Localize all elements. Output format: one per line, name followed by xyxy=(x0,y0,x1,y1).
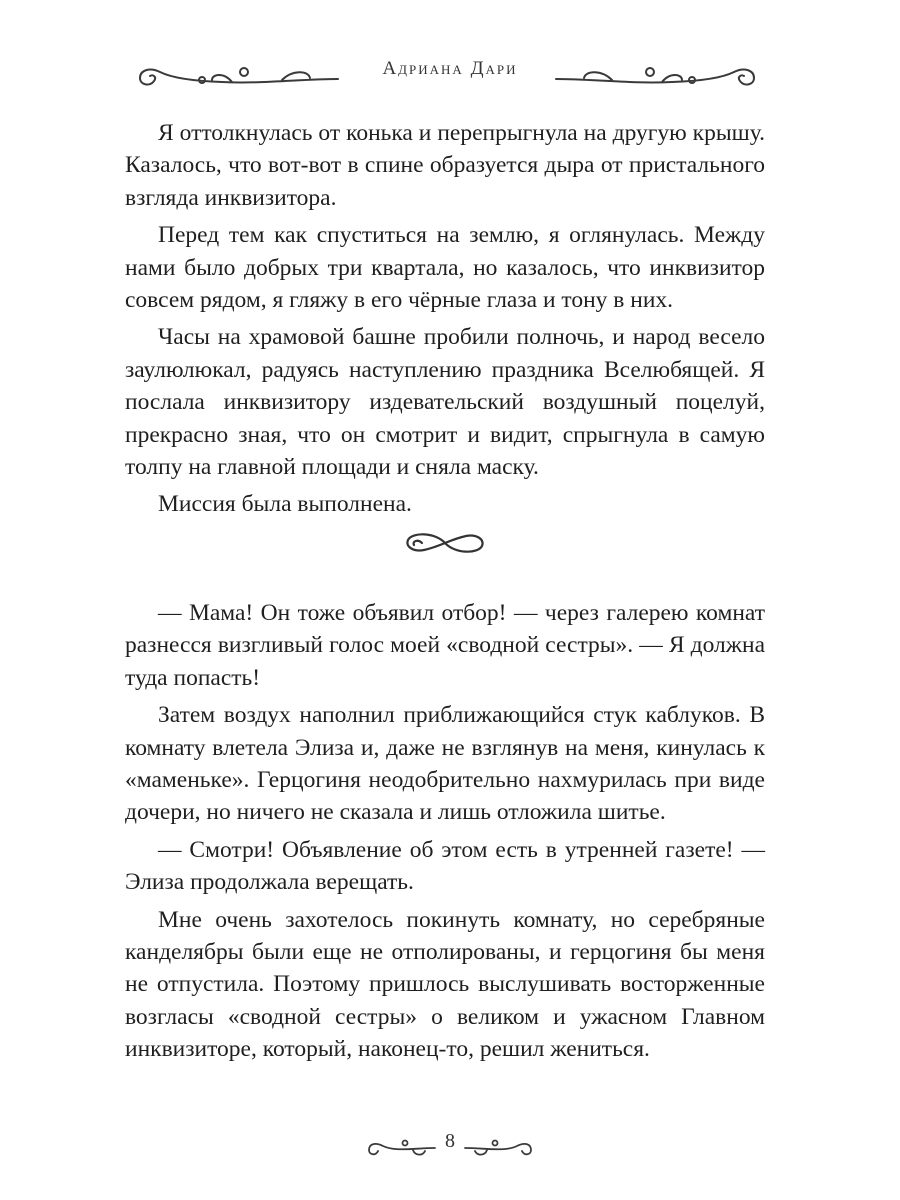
author-name: Адриана Дари xyxy=(382,58,518,79)
paragraph: Миссия была выполнена. xyxy=(158,491,412,518)
running-header xyxy=(0,48,900,108)
right-footer-swirl-icon xyxy=(463,1134,535,1162)
page-number: 8 xyxy=(445,1130,455,1152)
paragraph: Мне очень захотелось покинуть комнату, но серебряные канделябры были еще не отполированы, и герцогиня бы меня не отпустила. Поэтому пришлось выслушивать восторженные возгласы «сводной сестры» о великом и ужасном Главном инквизиторе, который, наконец-то, решил жениться. xyxy=(125,906,765,1063)
paragraph: Затем воздух наполнил приближающийся стук каблуков. В комнату влетела Элиза и, даже не взглянув на меня, кинулась к «маменьке». Герцогиня неодобрительно нахмурилась при виде дочери, но ничего не сказала и лишь отложила шитье. xyxy=(125,702,765,826)
paragraph: — Мама! Он тоже объявил отбор! — через галерею комнат разнесся визгливый голос моей «сводной сестры». — Я должна туда попасть! xyxy=(125,600,765,691)
section-divider-infinity-icon xyxy=(400,528,490,558)
section-one xyxy=(125,117,765,521)
paragraph: — Смотри! Объявление об этом есть в утренней газете! — Элиза продолжала верещать. xyxy=(125,836,765,896)
paragraph: Часы на храмовой башне пробили полночь, и народ весело заулюлюкал, радуясь наступлению праздника Вселюбящей. Я послала инквизитору издевательский воздушный поцелуй, прекрасно зная, что он смотрит и видит, спрыгнула в самую толпу на главной площади и сняла маску. xyxy=(125,324,765,481)
section-two xyxy=(125,597,765,1066)
page-footer xyxy=(0,1128,900,1178)
paragraph: Я оттолкнулась от конька и перепрыгнула на другую крышу. Казалось, что вот-вот в спине образуется дыра от пристального взгляда инквизитора. xyxy=(125,120,765,211)
paragraph: Перед тем как спуститься на землю, я оглянулась. Между нами было добрых три квартала, но казалось, что инквизитор совсем рядом, я гляжу в его чёрные глаза и тону в них. xyxy=(125,222,765,314)
right-header-swirl-icon xyxy=(552,60,762,94)
